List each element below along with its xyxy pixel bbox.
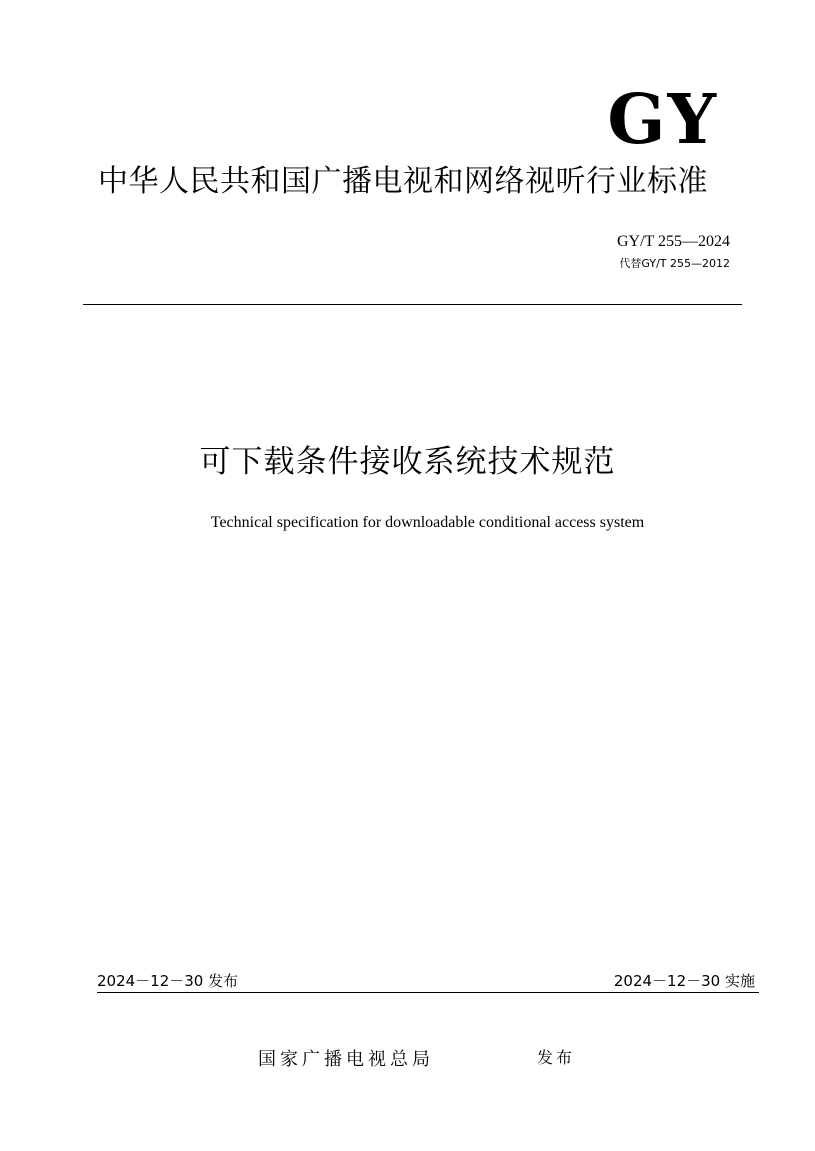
replaces-standard: 代替GY/T 255—2012 (619, 257, 730, 270)
implementation-date: 2024－12－30 实施 (613, 972, 755, 990)
document-title-english: Technical specification for downloadable conditional access system (210, 514, 645, 531)
document-title: 可下载条件接收系统技术规范 (199, 444, 616, 480)
issuing-authority: 国家广播电视总局 (258, 1049, 434, 1070)
gy-logo: GY (607, 80, 718, 160)
issuer-action-label: 发布 (537, 1048, 576, 1067)
issue-date: 2024－12－30 发布 (97, 972, 239, 990)
header-divider (83, 304, 742, 305)
standard-number: GY/T 255—2024 (616, 233, 730, 250)
organization-title: 中华人民共和国广播电视和网络视听行业标准 (98, 164, 708, 199)
footer-divider (97, 992, 759, 993)
